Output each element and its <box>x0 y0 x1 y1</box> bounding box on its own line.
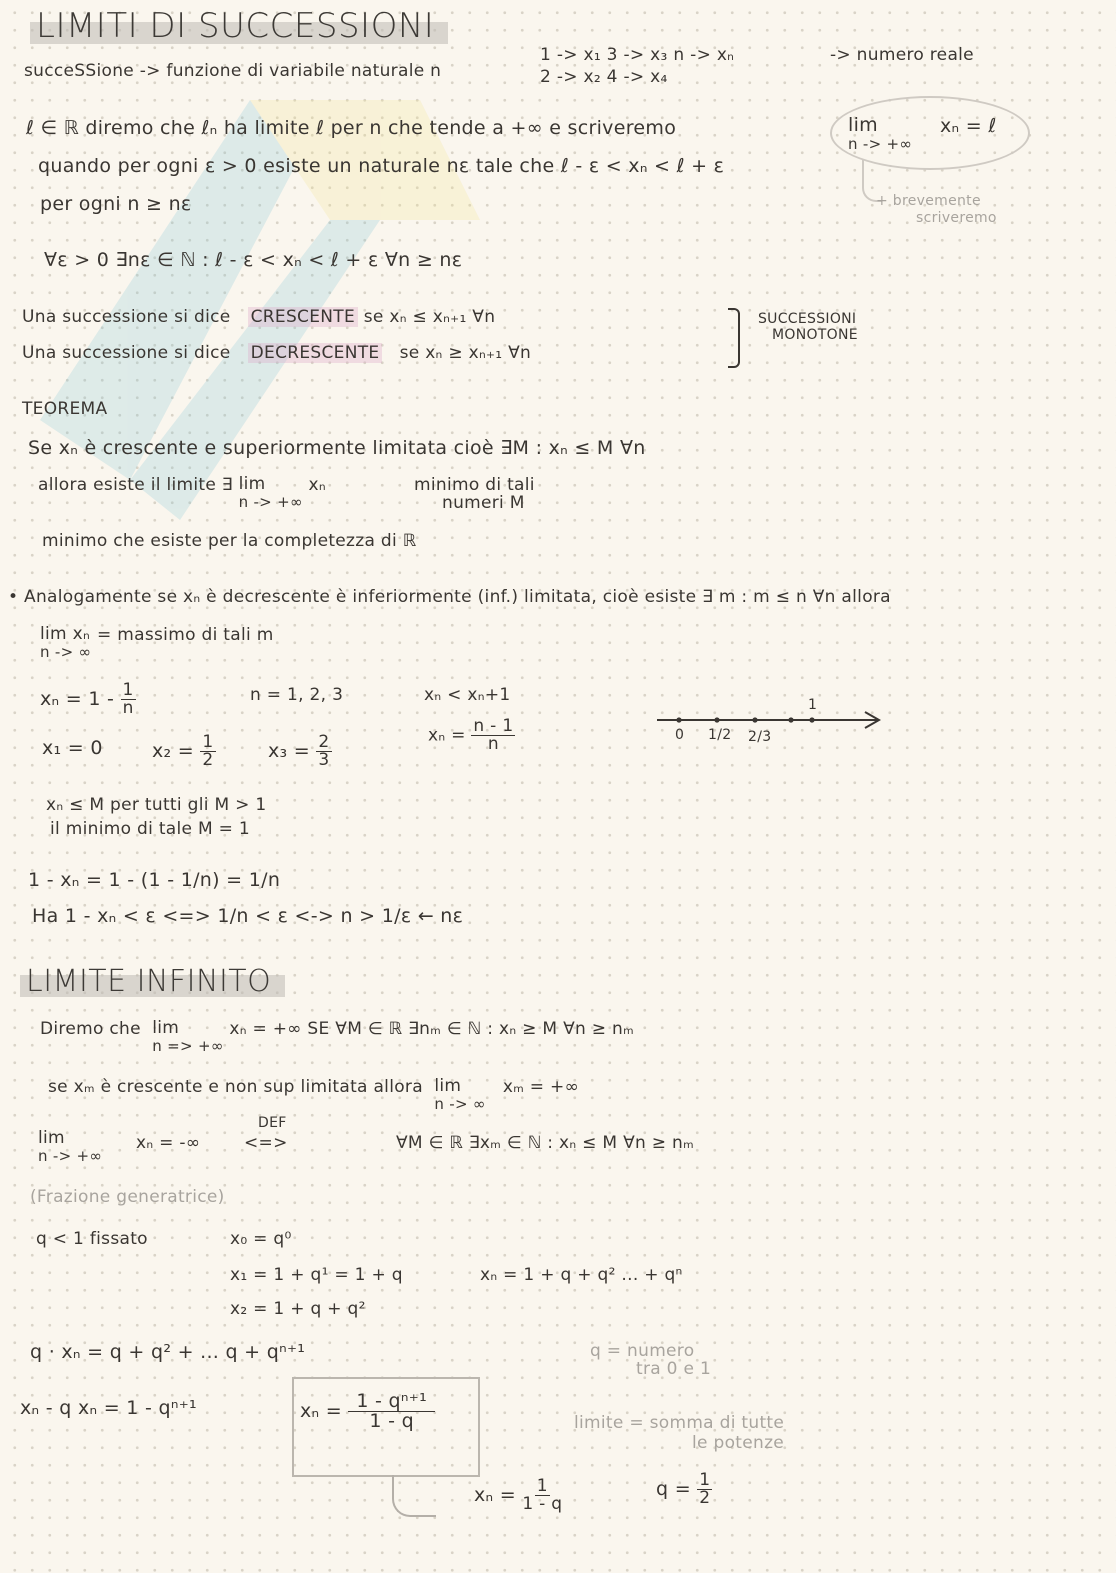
bubble-lim: lim n -> +∞ <box>848 114 913 153</box>
right-bracket <box>728 308 740 368</box>
example-n-values: n = 1, 2, 3 <box>250 685 344 705</box>
example-xn-definition: xₙ = 1 - $\frac{1}{n}$ <box>40 680 134 718</box>
theorem-heading: TEOREMA <box>22 399 108 419</box>
analog-limit: lim xₙ n -> ∞ = massimo di tali m <box>40 624 274 661</box>
theorem-note-1: minimo di tali <box>414 475 535 495</box>
mapping-result: -> numero reale <box>830 45 974 65</box>
theorem-line-1: Se xₙ è crescente e superiormente limitata cioè ∃M : xₙ ≤ M ∀n <box>28 437 646 459</box>
q-fixed: q < 1 fissato <box>36 1229 148 1249</box>
iff-arrow: <=> <box>244 1133 288 1153</box>
theorem-line-3: minimo che esiste per la completezza di ℝ <box>42 531 417 551</box>
limit-formal-definition: ∀ε > 0 ∃nε ∈ ℕ : ℓ - ε < xₙ < ℓ + ε ∀n ≥ nε <box>44 249 463 271</box>
bubble-note-2: scriveremo <box>916 210 997 226</box>
number-line-diagram <box>655 697 890 750</box>
gf-x1: x₁ = 1 + q¹ = 1 + q <box>230 1265 403 1285</box>
limit-def-line-3: per ogni n ≥ nε <box>40 193 192 215</box>
q-note-2: tra 0 e 1 <box>636 1359 712 1379</box>
gf-q-times: q · xₙ = q + q² + ... q + qⁿ⁺¹ <box>30 1341 306 1363</box>
bracket-label-2: MONOTONE <box>772 327 858 343</box>
curved-arrow-icon <box>392 1475 436 1517</box>
example-xn-alt: xₙ = $\frac{n - 1}{n}$ <box>428 716 514 754</box>
limit-note-1: limite = somma di tutte <box>574 1413 785 1433</box>
gf-subtract: xₙ - q xₙ = 1 - qⁿ⁺¹ <box>20 1397 197 1419</box>
theorem-note-2: numeri M <box>442 493 525 513</box>
gf-result: xₙ = $\frac{1}{1 - q}$ <box>474 1476 563 1514</box>
bracket-label-1: SUCCESSIONI <box>758 311 857 327</box>
number-line-label-1: 1 <box>808 697 818 713</box>
bubble-note-1: + brevemente <box>876 193 981 209</box>
keyword-decrescente: DECRESCENTE <box>248 343 383 363</box>
monotone-row-1: Una successione si dice CRESCENTE se xₙ ≤ xₙ₊₁ ∀n <box>22 307 496 327</box>
infinite-def: Diremo che lim n => +∞ xₙ = +∞ SE ∀M ∈ ℝ ∃nₘ ∈ ℕ : xₙ ≥ M ∀n ≥ nₘ <box>40 1018 634 1055</box>
neg-infinite-expr: xₙ = -∞ <box>136 1133 201 1153</box>
gf-xn-sum: xₙ = 1 + q + q² ... + qⁿ <box>480 1265 683 1285</box>
analog-line-1: • Analogamente se xₙ è decrescente è inferiormente (inf.) limitata, cioè esiste ∃ m : m ≤ n ∀n allora <box>8 587 891 607</box>
gf-x2: x₂ = 1 + q + q² <box>230 1299 366 1319</box>
generating-fraction-heading: (Frazione generatrice) <box>30 1187 225 1207</box>
number-line-label-half: 1/2 <box>708 727 732 743</box>
sequence-definition: succeSSione -> funzione di variabile naturale n <box>24 61 442 81</box>
example-diff-line: 1 - xₙ = 1 - (1 - 1/n) = 1/n <box>28 869 281 891</box>
example-x2: x₂ = $\frac{1}{2}$ <box>152 732 214 770</box>
limit-def-line-1: ℓ ∈ ℝ diremo che ℓₙ ha limite ℓ per n che tende a +∞ e scriveremo <box>26 117 677 139</box>
example-x3: x₃ = $\frac{2}{3}$ <box>268 732 330 770</box>
neg-infinite-lim: lim n -> +∞ <box>38 1128 103 1165</box>
gf-q-half: q = $\frac{1}{2}$ <box>656 1470 711 1508</box>
infinite-crescent-line: se xₘ è crescente e non sup limitata allora lim n -> ∞ xₘ = +∞ <box>48 1076 580 1113</box>
example-bound-line: xₙ ≤ M per tutti gli M > 1 <box>46 795 267 815</box>
mapping-row-2: 2 -> x₂ 4 -> x₄ <box>540 67 668 87</box>
mapping-row-1: 1 -> x₁ 3 -> x₃ n -> xₙ <box>540 45 735 65</box>
q-note-1: q = numero <box>590 1341 695 1361</box>
def-label: DEF <box>258 1115 287 1131</box>
page-title: LIMITI DI SUCCESSIONI <box>30 6 448 46</box>
boxed-formula: xₙ = $\frac{\text{1 - qⁿ⁺¹}}{1 - q}$ <box>300 1392 435 1431</box>
limit-def-line-2: quando per ogni ε > 0 esiste un naturale nε tale che ℓ - ε < xₙ < ℓ + ε <box>38 155 725 177</box>
neg-infinite-condition: ∀M ∈ ℝ ∃xₘ ∈ ℕ : xₙ ≤ M ∀n ≥ nₘ <box>396 1133 695 1153</box>
number-line-label-0: 0 <box>675 727 685 743</box>
keyword-crescente: CRESCENTE <box>248 307 358 327</box>
gf-x0: x₀ = q⁰ <box>230 1229 292 1249</box>
example-x1: x₁ = 0 <box>42 737 103 759</box>
example-min-line: il minimo di tale M = 1 <box>50 819 251 839</box>
bubble-expression: xₙ = ℓ <box>940 115 997 137</box>
example-epsilon-line: Ha 1 - xₙ < ε <=> 1/n < ε <-> n > 1/ε ← nε <box>32 905 464 927</box>
monotone-row-2: Una successione si dice DECRESCENTE se xₙ ≥ xₙ₊₁ ∀n <box>22 343 532 363</box>
example-increasing: xₙ < xₙ+1 <box>424 685 511 705</box>
section-title-limite-infinito: LIMITE INFINITO <box>20 964 285 999</box>
limit-note-2: le potenze <box>692 1433 785 1453</box>
number-line-label-two-thirds: 2/3 <box>748 729 772 745</box>
theorem-line-2: allora esiste il limite ∃ lim n -> +∞ xₙ <box>38 474 326 511</box>
